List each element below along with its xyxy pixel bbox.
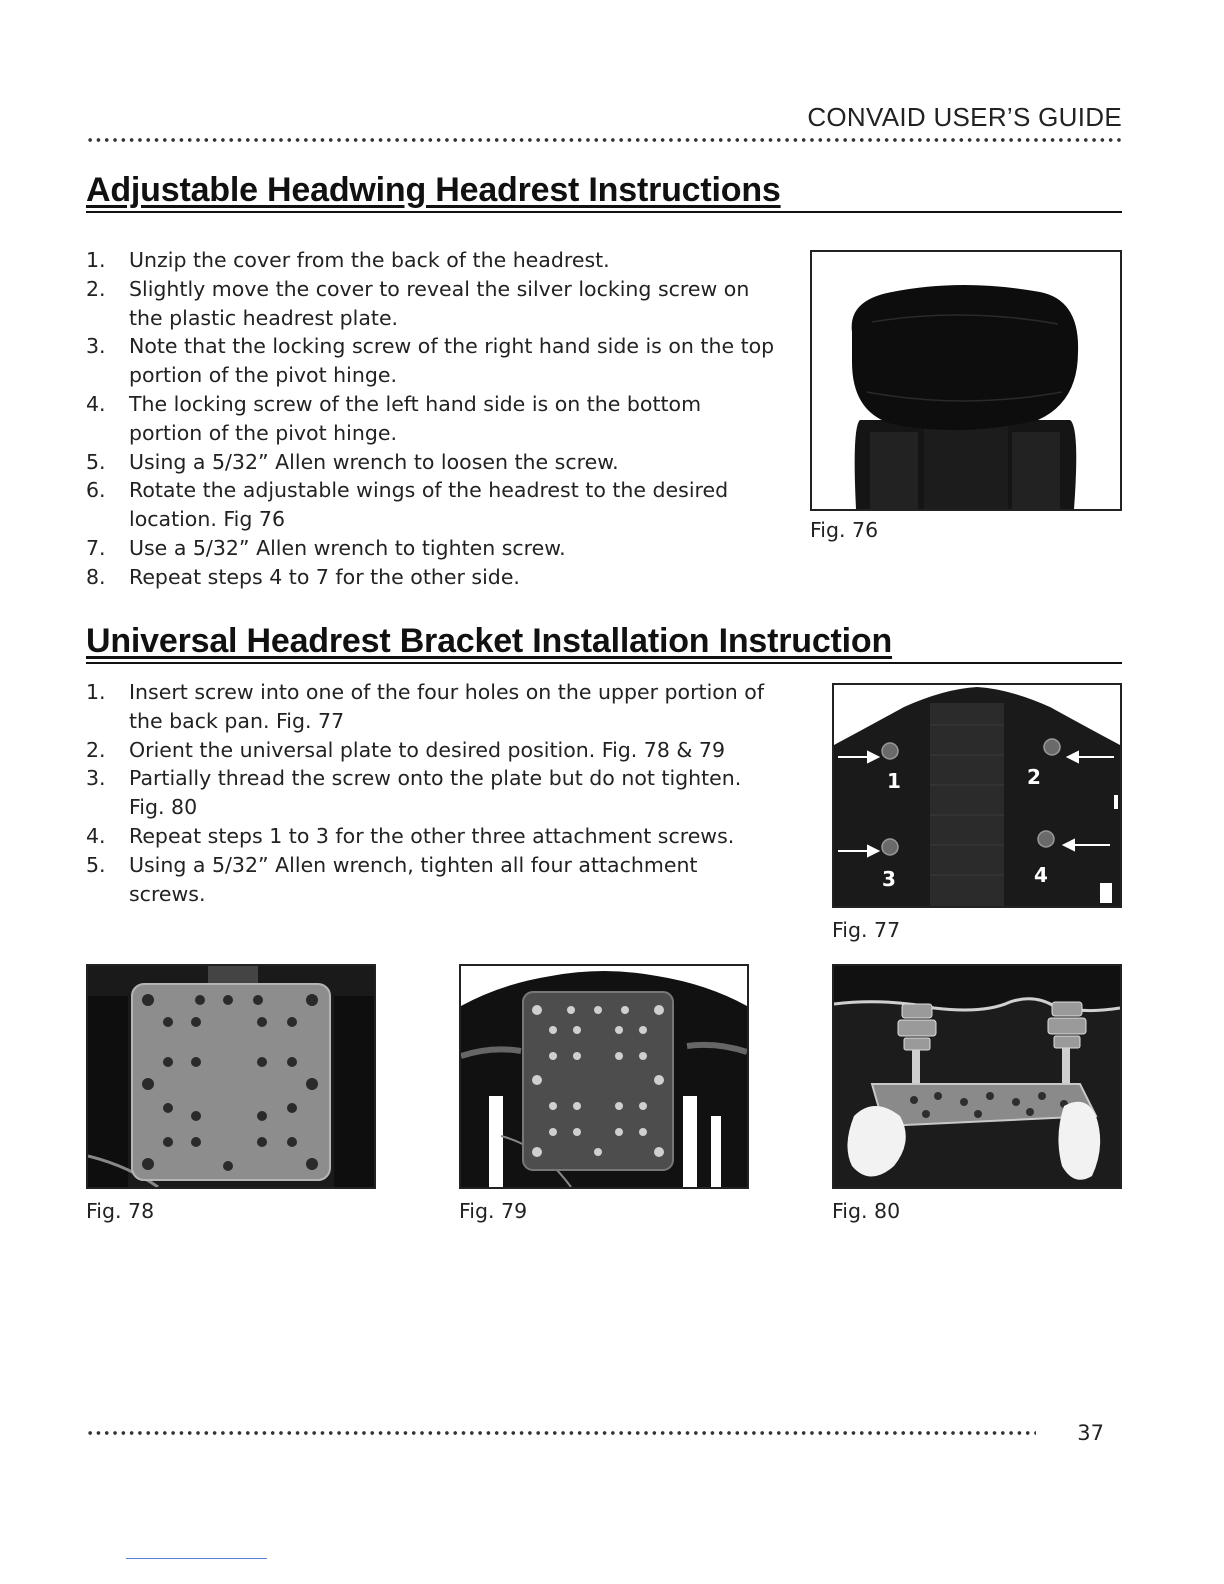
figure-78-universal-plate-photo <box>86 964 376 1189</box>
figure-80-caption: Fig. 80 <box>832 1199 901 1223</box>
list-item <box>86 563 776 592</box>
figure-80-threading-screws-photo <box>832 964 1122 1189</box>
step-text: Insert screw into one of the four holes on the upper portion of the back pan. Fig. 77 <box>129 680 765 733</box>
list-item <box>86 448 776 477</box>
screw-label: 2 <box>1027 765 1041 789</box>
step-text: Unzip the cover from the back of the headrest. <box>129 248 610 272</box>
step-text: Rotate the adjustable wings of the headrest to the desired location. Fig 76 <box>129 478 729 532</box>
step-text: Repeat steps 1 to 3 for the other three attachment screws. <box>129 823 735 848</box>
step-number: 4. <box>86 391 106 416</box>
step-text: Use a 5/32” Allen wrench to tighten screw. <box>129 535 566 560</box>
step-number: 2. <box>86 276 106 301</box>
figure-77-back-pan-photo <box>832 683 1122 908</box>
list-item <box>86 390 776 448</box>
dotted-divider-bottom <box>86 1430 1036 1436</box>
step-text: Repeat steps 4 to 7 for the other side. <box>129 564 520 589</box>
step-number: 8. <box>86 564 106 589</box>
figure-76-headrest-photo <box>810 250 1122 511</box>
list-item <box>86 534 776 563</box>
step-text: Note that the locking screw of the right hand side is on the top portion of the pivot hinge. <box>129 334 775 388</box>
step-text: Partially thread the screw onto the plate but do not tighten. Fig. 80 <box>129 766 742 820</box>
figure-76-caption: Fig. 76 <box>810 518 879 542</box>
step-number: 1. <box>86 248 106 272</box>
list-item <box>86 275 776 333</box>
section-title-universal-bracket: Universal Headrest Bracket Installation Instruction <box>86 622 1122 664</box>
step-number: 5. <box>86 449 106 474</box>
step-number: 3. <box>86 334 106 359</box>
decorative-line <box>126 1558 267 1559</box>
step-text: The locking screw of the left hand side is on the bottom portion of the pivot hinge. <box>129 391 702 445</box>
screw-label: 4 <box>1034 863 1048 887</box>
list-item <box>86 476 776 534</box>
list-item <box>86 822 766 851</box>
list-item <box>86 332 776 390</box>
screw-label: 1 <box>887 769 901 793</box>
figure-77-caption: Fig. 77 <box>832 918 901 942</box>
page-number: 37 <box>1077 1421 1104 1445</box>
running-header: CONVAID USER’S GUIDE <box>807 102 1122 132</box>
step-text: Using a 5/32” Allen wrench, tighten all four attachment screws. <box>129 852 698 906</box>
step-number: 1. <box>86 680 106 704</box>
bracket-steps-list <box>86 678 766 908</box>
figure-78-caption: Fig. 78 <box>86 1199 155 1223</box>
list-item <box>86 851 766 909</box>
step-number: 4. <box>86 823 106 848</box>
dotted-divider-top <box>86 137 1122 143</box>
list-item <box>86 764 766 822</box>
headwing-steps-list <box>86 246 776 592</box>
figure-79-plate-on-back-pan-photo <box>459 964 749 1189</box>
list-item <box>86 246 776 275</box>
step-number: 3. <box>86 766 106 791</box>
section-title-headwing: Adjustable Headwing Headrest Instructions <box>86 171 1122 213</box>
step-text: Slightly move the cover to reveal the silver locking screw on the plastic headrest plate. <box>129 276 750 330</box>
list-item <box>86 678 766 736</box>
step-number: 2. <box>86 737 106 762</box>
step-text: Orient the universal plate to desired position. Fig. 78 & 79 <box>129 737 726 762</box>
list-item <box>86 736 766 765</box>
step-number: 6. <box>86 478 106 503</box>
step-text: Using a 5/32” Allen wrench to loosen the screw. <box>129 449 619 474</box>
step-number: 7. <box>86 535 106 560</box>
step-number: 5. <box>86 852 106 877</box>
screw-label: 3 <box>882 867 896 891</box>
figure-79-caption: Fig. 79 <box>459 1199 528 1223</box>
